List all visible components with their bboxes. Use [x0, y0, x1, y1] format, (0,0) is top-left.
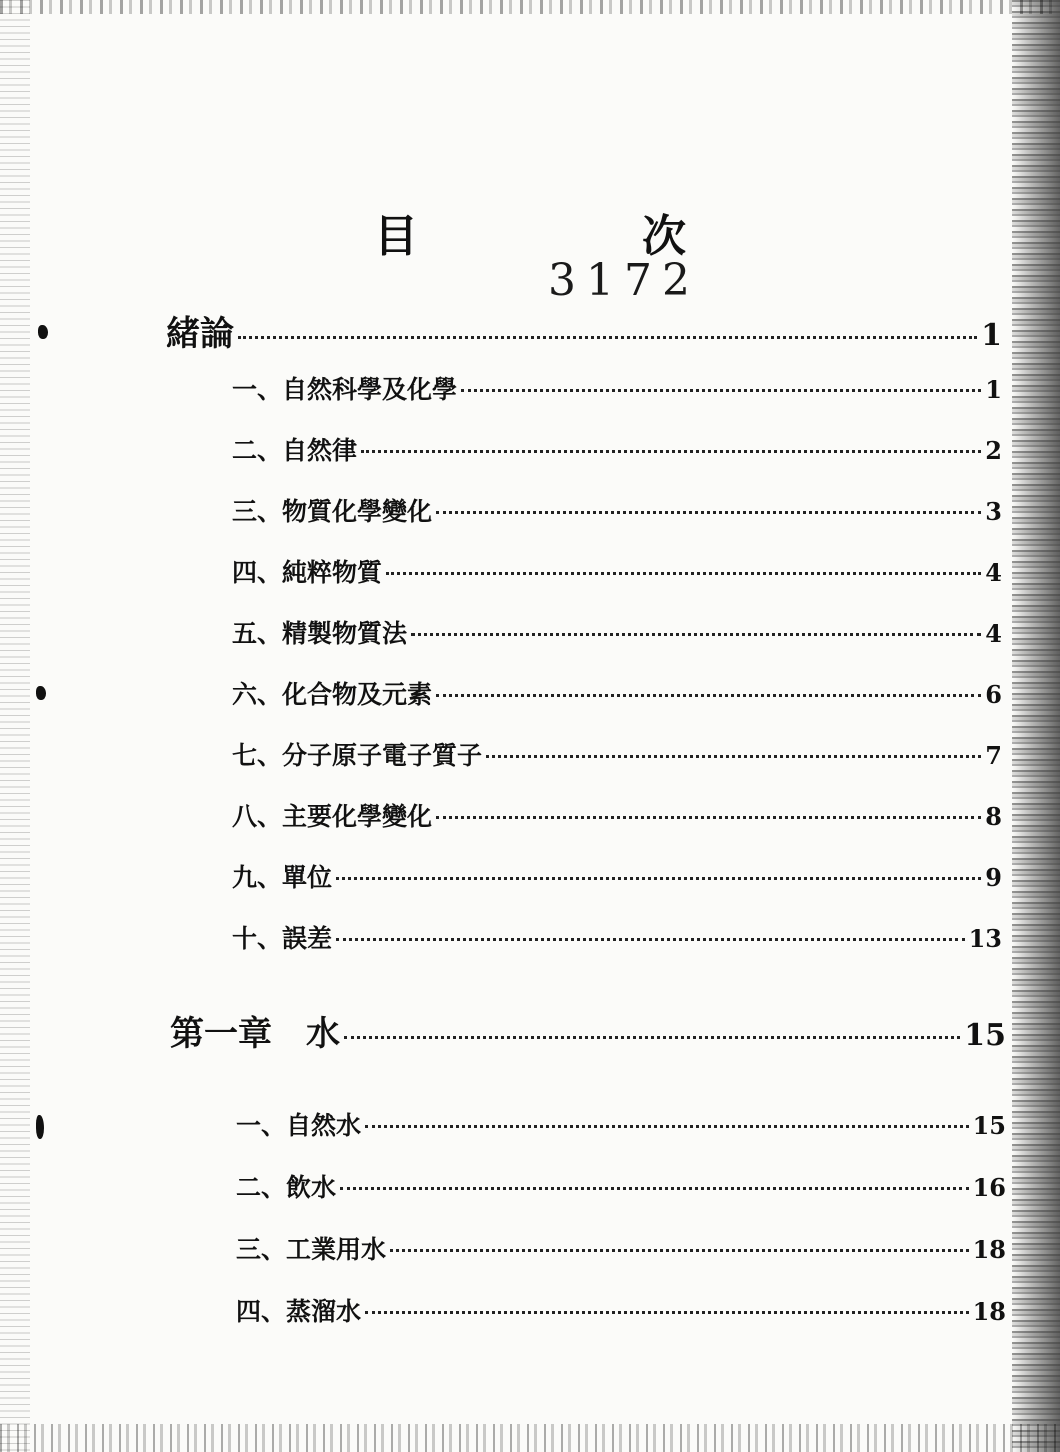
page-number: 2 [985, 436, 1002, 465]
page-number: 4 [985, 558, 1002, 587]
dot-leader [461, 389, 981, 392]
toc-section-entry[interactable] [232, 370, 1002, 406]
toc-chapter-entry[interactable] [170, 1006, 1006, 1055]
dot-leader [436, 511, 981, 514]
section-title: 一、自然水 [236, 1111, 362, 1140]
section-title: 七、分子原子電子質子 [232, 741, 483, 770]
scan-edge-top [0, 0, 1060, 14]
scan-edge-bottom [0, 1424, 1060, 1452]
page-number: 18 [972, 1297, 1006, 1326]
toc-section-entry[interactable] [232, 675, 1002, 711]
page-number: 1 [985, 375, 1002, 404]
dot-leader [336, 938, 965, 941]
section-title: 三、物質化學變化 [232, 497, 433, 526]
dot-leader [238, 336, 977, 339]
section-title: 二、飲水 [236, 1173, 337, 1202]
dot-leader [340, 1187, 969, 1190]
toc-section-entry[interactable] [236, 1106, 1006, 1142]
dot-leader [365, 1125, 969, 1128]
toc-section-entry[interactable] [232, 736, 1002, 772]
section-title: 二、自然律 [232, 436, 358, 465]
toc-section-entry[interactable] [232, 919, 1002, 955]
page-number: 4 [985, 619, 1002, 648]
toc-section-entry[interactable] [232, 431, 1002, 467]
page-number: 3 [985, 497, 1002, 526]
toc-chapter-entry[interactable] [166, 306, 1002, 355]
section-title: 十、誤差 [232, 924, 333, 953]
margin-mark [38, 325, 48, 339]
dot-leader [336, 877, 981, 880]
dot-leader [386, 572, 981, 575]
dot-leader [390, 1249, 969, 1252]
page-number: 18 [972, 1235, 1006, 1264]
section-title: 四、蒸溜水 [236, 1297, 362, 1326]
section-title: 六、化合物及元素 [232, 680, 433, 709]
toc-section-entry[interactable] [232, 858, 1002, 894]
page-number: 7 [985, 741, 1002, 770]
dot-leader [436, 816, 981, 819]
toc-section-entry[interactable] [232, 614, 1002, 650]
section-title: 八、主要化學變化 [232, 802, 433, 831]
dot-leader [361, 450, 981, 453]
page-title: 目 次 [374, 211, 776, 262]
page-number: 6 [985, 680, 1002, 709]
page-number: 13 [968, 924, 1002, 953]
dot-leader [365, 1311, 969, 1314]
toc-section-entry[interactable] [232, 492, 1002, 528]
page-number: 15 [964, 1018, 1006, 1053]
section-title: 九、單位 [232, 863, 333, 892]
toc-section-entry[interactable] [236, 1292, 1006, 1328]
toc-section-entry[interactable] [236, 1168, 1006, 1204]
margin-mark [36, 1115, 44, 1139]
chapter-title: 緒論 [166, 314, 234, 354]
margin-mark [36, 686, 46, 700]
page-number: 1 [981, 318, 1002, 353]
page-number: 15 [972, 1111, 1006, 1140]
section-title: 五、精製物質法 [232, 619, 408, 648]
dot-leader [486, 755, 981, 758]
toc-section-entry[interactable] [232, 553, 1002, 589]
section-title: 四、純粹物質 [232, 558, 383, 587]
dot-leader [411, 633, 981, 636]
chapter-title: 第一章 水 [170, 1014, 340, 1054]
dot-leader [344, 1036, 960, 1039]
shelfmark-number: 3172 [548, 255, 700, 306]
toc-section-entry[interactable] [232, 797, 1002, 833]
page-number: 9 [985, 863, 1002, 892]
toc-section-entry[interactable] [236, 1230, 1006, 1266]
page-number: 8 [985, 802, 1002, 831]
section-title: 一、自然科學及化學 [232, 375, 458, 404]
dot-leader [436, 694, 981, 697]
page-number: 16 [972, 1173, 1006, 1202]
section-title: 三、工業用水 [236, 1235, 387, 1264]
